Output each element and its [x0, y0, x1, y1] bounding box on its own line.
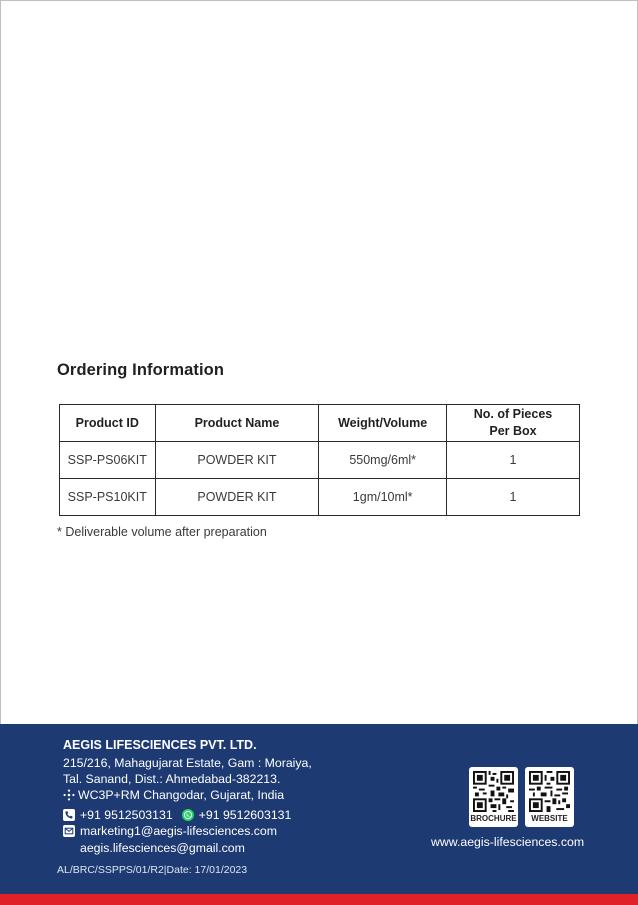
document-code: AL/BRC/SSPPS/01/R2|Date: 17/01/2023 [57, 864, 248, 876]
ordering-table [59, 404, 580, 516]
footer-accent-strip [0, 894, 638, 905]
brochure-qr-label: BROCHURE [470, 814, 517, 823]
table-header-row [60, 405, 580, 442]
header-product-id: Product ID [60, 405, 156, 442]
cell-product-name: POWDER KIT [155, 442, 319, 479]
table-footnote: * Deliverable volume after preparation [57, 525, 267, 539]
brochure-qr-icon [473, 771, 514, 812]
cell-pieces: 1 [446, 442, 579, 479]
mail-icon [63, 825, 75, 837]
cell-product-id: SSP-PS10KIT [60, 479, 156, 516]
header-pieces-line2: Per Box [489, 424, 537, 438]
header-pieces-line1: No. of Pieces [473, 407, 553, 421]
plus-code-row [63, 787, 284, 803]
cell-product-name: POWDER KIT [155, 479, 319, 516]
phone-number[interactable]: +91 9512503131 [80, 808, 173, 822]
whatsapp-icon [182, 809, 194, 821]
website-qr-label: WEBSITE [531, 814, 568, 823]
header-product-name: Product Name [155, 405, 319, 442]
address-line-2: Tal. Sanand, Dist.: Ahmedabad-382213. [63, 772, 281, 786]
table-row [60, 442, 580, 479]
website-qr-icon [529, 771, 570, 812]
website-link[interactable]: www.aegis-lifesciences.com [431, 835, 585, 849]
email-secondary[interactable]: aegis.lifesciences@gmail.com [80, 841, 245, 855]
phone-icon [63, 809, 75, 821]
cell-weight-volume: 1gm/10ml* [319, 479, 447, 516]
location-plus-icon [63, 789, 75, 801]
cell-pieces: 1 [446, 479, 579, 516]
table-row [60, 479, 580, 516]
website-qr-card[interactable] [525, 767, 574, 827]
header-weight-volume: Weight/Volume [319, 405, 447, 442]
brochure-qr-card[interactable] [469, 767, 518, 827]
whatsapp-number[interactable]: +91 9512603131 [198, 808, 292, 822]
contact-phone-row [63, 807, 291, 823]
cell-weight-volume: 550mg/6ml* [319, 442, 447, 479]
email-primary[interactable]: marketing1@aegis-lifesciences.com [80, 824, 278, 838]
plus-code-text: WC3P+RM Changodar, Gujarat, India [78, 788, 285, 802]
company-name: AEGIS LIFESCIENCES PVT. LTD. [63, 738, 257, 752]
header-pieces-per-box [446, 405, 579, 442]
contact-email-row [63, 823, 277, 839]
address-line-1: 215/216, Mahagujarat Estate, Gam : Moraiya, [63, 756, 312, 770]
section-title: Ordering Information [57, 361, 224, 379]
cell-product-id: SSP-PS06KIT [60, 442, 156, 479]
footer [0, 724, 638, 895]
